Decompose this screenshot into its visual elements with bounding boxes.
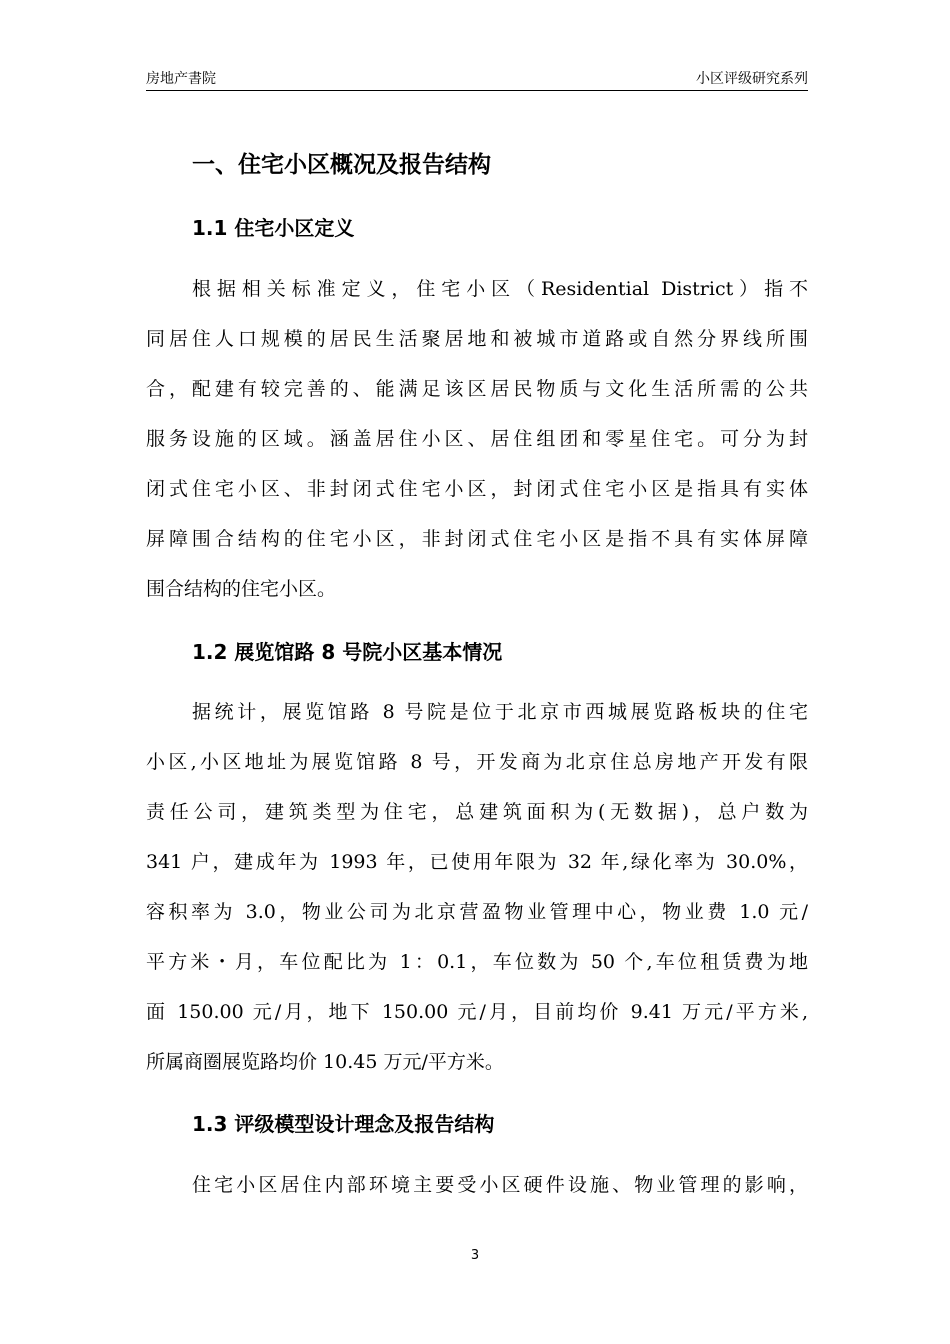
- paragraph-line: 面 150.00 元/月，地下 150.00 元/月，目前均价 9.41 万元/平方米,: [146, 1001, 808, 1023]
- paragraph-line: 据统计，展览馆路 8 号院是位于北京市西城展览路板块的住宅: [192, 701, 808, 723]
- subsection-title-1-3: 1.3 评级模型设计理念及报告结构: [192, 1112, 495, 1136]
- paragraph-line: 根据相关标准定义，住宅小区（Residential District）指不: [192, 278, 808, 300]
- paragraph-line: 341 户，建成年为 1993 年，已使用年限为 32 年,绿化率为 30.0%，: [146, 851, 808, 873]
- page-number: 3: [470, 1248, 480, 1263]
- running-header: [146, 66, 808, 91]
- paragraph-line: 屏障围合结构的住宅小区，非封闭式住宅小区是指不具有实体屏障: [146, 528, 808, 550]
- paragraph-line: 平方米・月，车位配比为 1：0.1，车位数为 50 个,车位租赁费为地: [146, 951, 808, 973]
- paragraph-line: 小区,小区地址为展览馆路 8 号，开发商为北京住总房地产开发有限: [146, 751, 808, 773]
- header-right-text: 小区评级研究系列: [696, 71, 808, 87]
- section-title: 一、住宅小区概况及报告结构: [192, 152, 491, 178]
- paragraph-line: 所属商圈展览路均价 10.45 万元/平方米。: [146, 1051, 504, 1073]
- paragraph-line: 同居住人口规模的居民生活聚居地和被城市道路或自然分界线所围: [146, 328, 808, 350]
- subsection-title-1-1: 1.1 住宅小区定义: [192, 216, 355, 240]
- paragraph-definition: [146, 264, 808, 614]
- paragraph-line: 服务设施的区域。涵盖居住小区、居住组团和零星住宅。可分为封: [146, 428, 808, 450]
- paragraph-model-design: [146, 1160, 808, 1210]
- paragraph-line: 合，配建有较完善的、能满足该区居民物质与文化生活所需的公共: [146, 378, 808, 400]
- paragraph-line: 围合结构的住宅小区。: [146, 578, 337, 600]
- paragraph-line: 闭式住宅小区、非封闭式住宅小区，封闭式住宅小区是指具有实体: [146, 478, 808, 500]
- header-left-text: 房地产書院: [146, 71, 216, 87]
- paragraph-line: 责任公司，建筑类型为住宅，总建筑面积为(无数据)，总户数为: [146, 801, 808, 823]
- paragraph-basic-info: [146, 687, 808, 1087]
- paragraph-line: 住宅小区居住内部环境主要受小区硬件设施、物业管理的影响，: [192, 1174, 808, 1196]
- subsection-title-1-2: 1.2 展览馆路 8 号院小区基本情况: [192, 640, 503, 664]
- paragraph-line: 容积率为 3.0，物业公司为北京营盈物业管理中心，物业费 1.0 元/: [146, 901, 808, 923]
